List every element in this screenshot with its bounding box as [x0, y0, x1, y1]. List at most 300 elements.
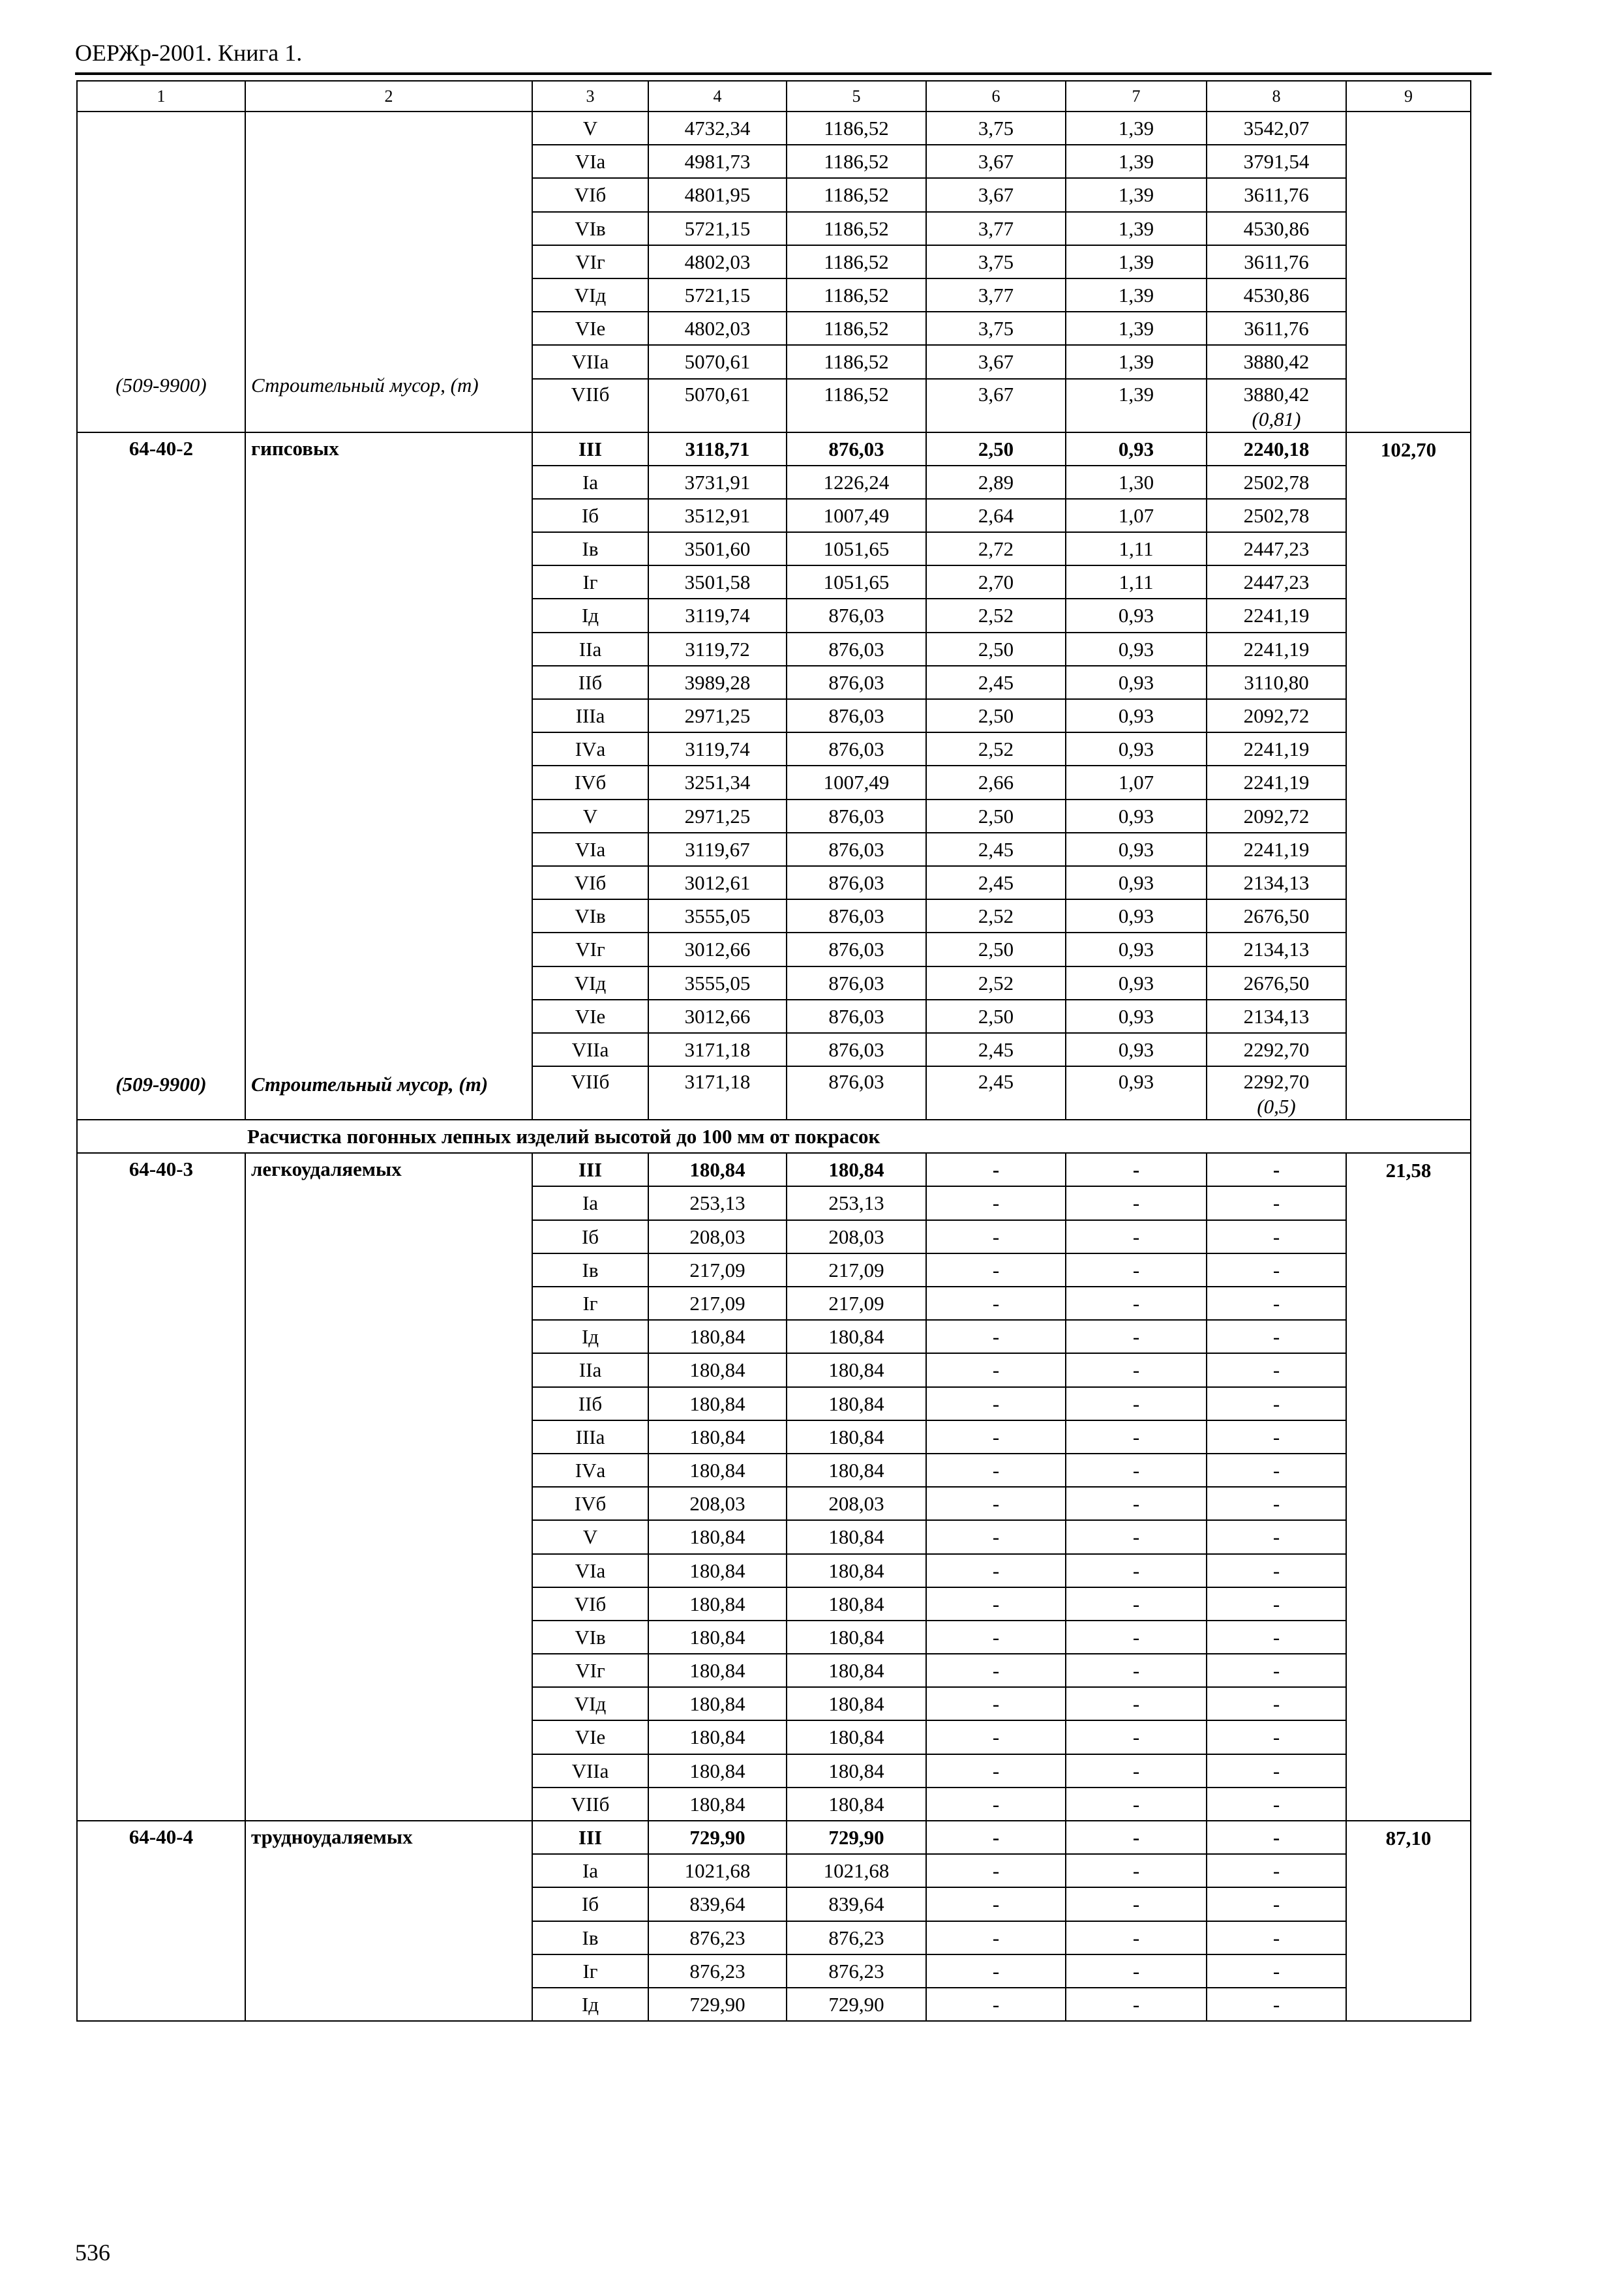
machinist-wages-cell: -: [1066, 1754, 1207, 1788]
materials-cell: -: [1207, 1720, 1346, 1754]
materials-cell: -: [1207, 1654, 1346, 1687]
machine-cost-cell: -: [926, 1287, 1066, 1320]
total-cost-cell: 1021,68: [648, 1854, 787, 1887]
zone-cell: VIIб: [532, 379, 648, 432]
machinist-wages-cell: 0,93: [1066, 866, 1207, 899]
zone-cell: IIа: [532, 633, 648, 666]
materials-cell: -: [1207, 1587, 1346, 1621]
materials-cell: -: [1207, 1621, 1346, 1654]
debris-name: Строительный мусор, (т): [251, 1073, 489, 1096]
total-cost-cell: 2971,25: [648, 800, 787, 833]
total-cost-cell: 180,84: [648, 1554, 787, 1587]
wages-cell: 876,03: [787, 833, 926, 866]
machinist-wages-cell: -: [1066, 1520, 1207, 1553]
header-rule: [75, 72, 1492, 75]
materials-cell: -: [1207, 1320, 1346, 1353]
materials-cell: -: [1207, 1253, 1346, 1287]
total-cost-cell: 208,03: [648, 1220, 787, 1253]
debris-value: (0,5): [1257, 1095, 1296, 1118]
total-cost-cell: 876,23: [648, 1921, 787, 1954]
zone-cell: VIа: [532, 833, 648, 866]
rate-code: 64-40-2: [128, 436, 194, 460]
total-cost-cell: 3119,67: [648, 833, 787, 866]
zone-cell: VIIа: [532, 345, 648, 378]
zone-cell: VIIб: [532, 1066, 648, 1120]
total-cost-cell: 3171,18: [648, 1033, 787, 1066]
zone-cell: IVа: [532, 732, 648, 766]
machine-cost-cell: -: [926, 1754, 1066, 1788]
materials-cell: [1207, 379, 1346, 432]
zone-cell: Iв: [532, 1253, 648, 1287]
section-row: [77, 1120, 1471, 1153]
materials-cell: 2676,50: [1207, 899, 1346, 933]
code-cell: [77, 112, 245, 432]
materials-cell: -: [1207, 1353, 1346, 1386]
machine-cost-cell: 2,66: [926, 766, 1066, 799]
machinist-wages-cell: 1,30: [1066, 466, 1207, 499]
total-cost-cell: 3119,74: [648, 599, 787, 632]
materials-cell: -: [1207, 1687, 1346, 1720]
machinist-wages-cell: 1,39: [1066, 212, 1207, 245]
table-row: [77, 1821, 1471, 1854]
zone-cell: IIб: [532, 666, 648, 699]
total-cost-cell: 729,90: [648, 1988, 787, 2021]
zone-cell: IVб: [532, 766, 648, 799]
debris-code: (509-9900): [115, 373, 207, 396]
total-cost-cell: 180,84: [648, 1720, 787, 1754]
zone-cell: IIб: [532, 1387, 648, 1420]
wages-cell: 876,03: [787, 732, 926, 766]
materials-cell: 2241,19: [1207, 599, 1346, 632]
wages-cell: 180,84: [787, 1654, 926, 1687]
materials-cell: 3791,54: [1207, 145, 1346, 178]
zone-cell: IVб: [532, 1487, 648, 1520]
materials-cell: -: [1207, 1420, 1346, 1454]
zone-cell: IIа: [532, 1353, 648, 1386]
wages-cell: 1021,68: [787, 1854, 926, 1887]
total-cost-cell: 180,84: [648, 1387, 787, 1420]
machinist-wages-cell: 0,93: [1066, 432, 1207, 466]
materials-cell: 3542,07: [1207, 112, 1346, 145]
machinist-wages-cell: 0,93: [1066, 1000, 1207, 1033]
wages-cell: 839,64: [787, 1887, 926, 1921]
machine-cost-cell: 3,67: [926, 379, 1066, 432]
total-cost-cell: 5721,15: [648, 212, 787, 245]
machinist-wages-cell: 0,93: [1066, 666, 1207, 699]
name-cell: [245, 1153, 532, 1821]
wages-cell: 1186,52: [787, 312, 926, 345]
work-name: легкоудаляемых: [251, 1158, 402, 1181]
rates-table: [76, 80, 1471, 2022]
machine-cost-cell: 2,50: [926, 432, 1066, 466]
materials-cell: 3611,76: [1207, 312, 1346, 345]
materials-cell: 2134,13: [1207, 933, 1346, 966]
materials-cell: [1207, 1066, 1346, 1120]
machine-cost-cell: 2,45: [926, 1033, 1066, 1066]
total-cost-cell: 3012,66: [648, 933, 787, 966]
column-number: 8: [1207, 81, 1346, 112]
materials-cell: 3880,42: [1207, 345, 1346, 378]
wages-cell: 180,84: [787, 1720, 926, 1754]
wages-cell: 876,03: [787, 599, 926, 632]
column-number: 7: [1066, 81, 1207, 112]
zone-cell: VIг: [532, 1654, 648, 1687]
machine-cost-cell: 3,75: [926, 245, 1066, 278]
machine-cost-cell: 3,75: [926, 112, 1066, 145]
machinist-wages-cell: 0,93: [1066, 933, 1207, 966]
materials-cell: 2092,72: [1207, 699, 1346, 732]
wages-cell: 1226,24: [787, 466, 926, 499]
name-cell: [245, 112, 532, 432]
machinist-wages-cell: -: [1066, 1621, 1207, 1654]
machinist-wages-cell: 0,93: [1066, 633, 1207, 666]
work-name: гипсовых: [251, 436, 339, 460]
wages-cell: 876,03: [787, 966, 926, 1000]
materials-value: 3880,42: [1243, 382, 1310, 406]
zone-cell: VIIа: [532, 1033, 648, 1066]
machinist-wages-cell: 0,93: [1066, 599, 1207, 632]
zone-cell: Iб: [532, 1887, 648, 1921]
spacer: [251, 115, 528, 372]
wages-cell: 1186,52: [787, 245, 926, 278]
total-cost-cell: 3555,05: [648, 966, 787, 1000]
machinist-wages-cell: -: [1066, 1854, 1207, 1887]
total-cost-cell: 180,84: [648, 1687, 787, 1720]
machinist-wages-cell: 1,39: [1066, 379, 1207, 432]
machinist-wages-cell: 0,93: [1066, 1066, 1207, 1120]
wages-cell: 876,23: [787, 1921, 926, 1954]
wages-cell: 876,03: [787, 432, 926, 466]
wages-cell: 180,84: [787, 1420, 926, 1454]
wages-cell: 1051,65: [787, 565, 926, 599]
materials-cell: 2092,72: [1207, 800, 1346, 833]
machinist-wages-cell: -: [1066, 1186, 1207, 1219]
zone-cell: V: [532, 112, 648, 145]
wages-cell: 876,03: [787, 633, 926, 666]
total-cost-cell: 3119,72: [648, 633, 787, 666]
total-cost-cell: 2971,25: [648, 699, 787, 732]
total-cost-cell: 4802,03: [648, 312, 787, 345]
wages-cell: 729,90: [787, 1821, 926, 1854]
machine-cost-cell: 2,50: [926, 699, 1066, 732]
total-cost-cell: 3989,28: [648, 666, 787, 699]
column-number: 3: [532, 81, 648, 112]
zone-cell: V: [532, 1520, 648, 1553]
wages-cell: 180,84: [787, 1554, 926, 1587]
work-name: трудноудаляемых: [251, 1825, 413, 1848]
wages-cell: 180,84: [787, 1454, 926, 1487]
machine-cost-cell: -: [926, 1587, 1066, 1621]
machine-cost-cell: 2,50: [926, 933, 1066, 966]
total-cost-cell: 3012,66: [648, 1000, 787, 1033]
code-cell: [77, 432, 245, 1120]
wages-cell: 1007,49: [787, 766, 926, 799]
materials-cell: -: [1207, 1788, 1346, 1821]
wages-cell: 208,03: [787, 1487, 926, 1520]
machine-cost-cell: -: [926, 1186, 1066, 1219]
machinist-wages-cell: 1,11: [1066, 532, 1207, 565]
zone-cell: VIв: [532, 1621, 648, 1654]
zone-cell: Iд: [532, 1320, 648, 1353]
materials-cell: 2240,18: [1207, 432, 1346, 466]
materials-cell: 2134,13: [1207, 866, 1346, 899]
rates-table-body: [77, 81, 1471, 2021]
zone-cell: VIв: [532, 212, 648, 245]
materials-cell: 4530,86: [1207, 278, 1346, 312]
machinist-wages-cell: 1,07: [1066, 499, 1207, 532]
column-number: 6: [926, 81, 1066, 112]
rate-code: 64-40-3: [128, 1158, 194, 1181]
wages-cell: 1186,52: [787, 178, 926, 211]
wages-cell: 180,84: [787, 1788, 926, 1821]
total-cost-cell: 180,84: [648, 1153, 787, 1186]
code-cell: [77, 1153, 245, 1821]
machine-cost-cell: 2,72: [926, 532, 1066, 565]
materials-cell: 2241,19: [1207, 732, 1346, 766]
materials-cell: -: [1207, 1153, 1346, 1186]
machine-cost-cell: -: [926, 1988, 1066, 2021]
machine-cost-cell: -: [926, 1921, 1066, 1954]
total-cost-cell: 253,13: [648, 1186, 787, 1219]
machine-cost-cell: -: [926, 1320, 1066, 1353]
labor-cell: 87,10: [1346, 1821, 1471, 2021]
wages-cell: 1186,52: [787, 145, 926, 178]
machinist-wages-cell: 0,93: [1066, 899, 1207, 933]
wages-cell: 729,90: [787, 1988, 926, 2021]
total-cost-cell: 4801,95: [648, 178, 787, 211]
machine-cost-cell: -: [926, 1253, 1066, 1287]
machinist-wages-cell: 1,39: [1066, 178, 1207, 211]
wages-cell: 876,03: [787, 800, 926, 833]
materials-cell: 2292,70: [1207, 1033, 1346, 1066]
machine-cost-cell: -: [926, 1487, 1066, 1520]
total-cost-cell: 180,84: [648, 1420, 787, 1454]
spacer: [251, 462, 528, 1072]
zone-cell: VIд: [532, 1687, 648, 1720]
zone-cell: Iг: [532, 565, 648, 599]
machine-cost-cell: -: [926, 1420, 1066, 1454]
machine-cost-cell: -: [926, 1353, 1066, 1386]
materials-cell: 2676,50: [1207, 966, 1346, 1000]
materials-cell: 4530,86: [1207, 212, 1346, 245]
machinist-wages-cell: -: [1066, 1387, 1207, 1420]
column-number: 9: [1346, 81, 1471, 112]
wages-cell: 876,03: [787, 899, 926, 933]
machinist-wages-cell: -: [1066, 1454, 1207, 1487]
machinist-wages-cell: -: [1066, 1220, 1207, 1253]
machine-cost-cell: 3,77: [926, 212, 1066, 245]
total-cost-cell: 876,23: [648, 1954, 787, 1988]
wages-cell: 180,84: [787, 1687, 926, 1720]
machinist-wages-cell: -: [1066, 1320, 1207, 1353]
machinist-wages-cell: -: [1066, 1253, 1207, 1287]
materials-cell: -: [1207, 1287, 1346, 1320]
labor-cell: 21,58: [1346, 1153, 1471, 1821]
machinist-wages-cell: -: [1066, 1353, 1207, 1386]
column-number: 4: [648, 81, 787, 112]
zone-cell: VIе: [532, 1000, 648, 1033]
total-cost-cell: 3251,34: [648, 766, 787, 799]
machine-cost-cell: 2,64: [926, 499, 1066, 532]
debris-code: (509-9900): [115, 1073, 207, 1096]
zone-cell: IVа: [532, 1454, 648, 1487]
materials-cell: 2502,78: [1207, 466, 1346, 499]
machine-cost-cell: 2,52: [926, 966, 1066, 1000]
wages-cell: 1186,52: [787, 379, 926, 432]
wages-cell: 876,03: [787, 666, 926, 699]
section-title: Расчистка погонных лепных изделий высотой до 100 мм от покрасок: [77, 1120, 1471, 1153]
machinist-wages-cell: -: [1066, 1821, 1207, 1854]
materials-value: 2292,70: [1243, 1070, 1310, 1094]
zone-cell: Iв: [532, 1921, 648, 1954]
spacer: [78, 115, 245, 372]
wages-cell: 1007,49: [787, 499, 926, 532]
total-cost-cell: 4981,73: [648, 145, 787, 178]
table-row: [77, 112, 1471, 145]
machinist-wages-cell: 1,07: [1066, 766, 1207, 799]
wages-cell: 876,03: [787, 866, 926, 899]
machine-cost-cell: 3,67: [926, 345, 1066, 378]
wages-cell: 253,13: [787, 1186, 926, 1219]
debris-value: (0,81): [1252, 407, 1301, 430]
zone-cell: Iд: [532, 599, 648, 632]
total-cost-cell: 180,84: [648, 1754, 787, 1788]
materials-cell: -: [1207, 1387, 1346, 1420]
total-cost-cell: 5070,61: [648, 379, 787, 432]
zone-cell: Iб: [532, 1220, 648, 1253]
wages-cell: 180,84: [787, 1320, 926, 1353]
wages-cell: 180,84: [787, 1520, 926, 1553]
materials-cell: 2134,13: [1207, 1000, 1346, 1033]
machine-cost-cell: -: [926, 1153, 1066, 1186]
materials-cell: -: [1207, 1220, 1346, 1253]
materials-cell: 2241,19: [1207, 833, 1346, 866]
wages-cell: 876,03: [787, 1000, 926, 1033]
machine-cost-cell: 2,45: [926, 833, 1066, 866]
total-cost-cell: 208,03: [648, 1487, 787, 1520]
wages-cell: 217,09: [787, 1253, 926, 1287]
wages-cell: 876,23: [787, 1954, 926, 1988]
zone-cell: VIд: [532, 278, 648, 312]
labor-cell: 102,70: [1346, 432, 1471, 1120]
wages-cell: 180,84: [787, 1153, 926, 1186]
total-cost-cell: 4802,03: [648, 245, 787, 278]
zone-cell: VIг: [532, 933, 648, 966]
machine-cost-cell: -: [926, 1387, 1066, 1420]
machinist-wages-cell: -: [1066, 1153, 1207, 1186]
wages-cell: 876,03: [787, 1066, 926, 1120]
wages-cell: 180,84: [787, 1353, 926, 1386]
machinist-wages-cell: -: [1066, 1788, 1207, 1821]
zone-cell: VIе: [532, 1720, 648, 1754]
total-cost-cell: 839,64: [648, 1887, 787, 1921]
materials-cell: -: [1207, 1487, 1346, 1520]
wages-cell: 876,03: [787, 699, 926, 732]
machine-cost-cell: -: [926, 1788, 1066, 1821]
zone-cell: V: [532, 800, 648, 833]
total-cost-cell: 180,84: [648, 1621, 787, 1654]
materials-cell: 2241,19: [1207, 766, 1346, 799]
machine-cost-cell: -: [926, 1554, 1066, 1587]
machine-cost-cell: -: [926, 1720, 1066, 1754]
wages-cell: 876,03: [787, 1033, 926, 1066]
zone-cell: VIа: [532, 145, 648, 178]
machinist-wages-cell: 0,93: [1066, 699, 1207, 732]
materials-cell: -: [1207, 1520, 1346, 1553]
wages-cell: 217,09: [787, 1287, 926, 1320]
machinist-wages-cell: 1,39: [1066, 112, 1207, 145]
rate-code: 64-40-4: [128, 1825, 194, 1848]
zone-cell: Iг: [532, 1287, 648, 1320]
materials-cell: -: [1207, 1988, 1346, 2021]
zone-cell: Iа: [532, 1854, 648, 1887]
machine-cost-cell: -: [926, 1621, 1066, 1654]
total-cost-cell: 3555,05: [648, 899, 787, 933]
machine-cost-cell: 2,89: [926, 466, 1066, 499]
total-cost-cell: 180,84: [648, 1353, 787, 1386]
machine-cost-cell: -: [926, 1520, 1066, 1553]
total-cost-cell: 217,09: [648, 1253, 787, 1287]
zone-cell: III: [532, 432, 648, 466]
wages-cell: 1186,52: [787, 278, 926, 312]
machinist-wages-cell: -: [1066, 1487, 1207, 1520]
zone-cell: III: [532, 1153, 648, 1186]
machine-cost-cell: 3,67: [926, 145, 1066, 178]
machinist-wages-cell: 1,11: [1066, 565, 1207, 599]
machine-cost-cell: 2,50: [926, 800, 1066, 833]
materials-cell: 3611,76: [1207, 178, 1346, 211]
wages-cell: 876,03: [787, 933, 926, 966]
machine-cost-cell: -: [926, 1454, 1066, 1487]
total-cost-cell: 3119,74: [648, 732, 787, 766]
total-cost-cell: 180,84: [648, 1520, 787, 1553]
machinist-wages-cell: -: [1066, 1687, 1207, 1720]
column-number: 1: [77, 81, 245, 112]
machinist-wages-cell: -: [1066, 1654, 1207, 1687]
wages-cell: 180,84: [787, 1387, 926, 1420]
wages-cell: 1051,65: [787, 532, 926, 565]
wages-cell: 180,84: [787, 1621, 926, 1654]
total-cost-cell: 729,90: [648, 1821, 787, 1854]
machinist-wages-cell: 1,39: [1066, 312, 1207, 345]
machine-cost-cell: 2,50: [926, 1000, 1066, 1033]
zone-cell: IIIа: [532, 1420, 648, 1454]
machinist-wages-cell: -: [1066, 1587, 1207, 1621]
wages-cell: 1186,52: [787, 112, 926, 145]
zone-cell: VIа: [532, 1554, 648, 1587]
total-cost-cell: 3731,91: [648, 466, 787, 499]
zone-cell: Iа: [532, 466, 648, 499]
machine-cost-cell: 2,45: [926, 1066, 1066, 1120]
machine-cost-cell: 3,75: [926, 312, 1066, 345]
machinist-wages-cell: 1,39: [1066, 278, 1207, 312]
machinist-wages-cell: 1,39: [1066, 345, 1207, 378]
zone-cell: IIIа: [532, 699, 648, 732]
zone-cell: Iв: [532, 532, 648, 565]
zone-cell: VIб: [532, 178, 648, 211]
machine-cost-cell: -: [926, 1821, 1066, 1854]
machinist-wages-cell: -: [1066, 1720, 1207, 1754]
machinist-wages-cell: -: [1066, 1988, 1207, 2021]
materials-cell: 2502,78: [1207, 499, 1346, 532]
materials-cell: 3110,80: [1207, 666, 1346, 699]
name-cell: [245, 432, 532, 1120]
machine-cost-cell: 3,77: [926, 278, 1066, 312]
machine-cost-cell: 2,52: [926, 899, 1066, 933]
machinist-wages-cell: -: [1066, 1287, 1207, 1320]
wages-cell: 180,84: [787, 1754, 926, 1788]
total-cost-cell: 180,84: [648, 1788, 787, 1821]
